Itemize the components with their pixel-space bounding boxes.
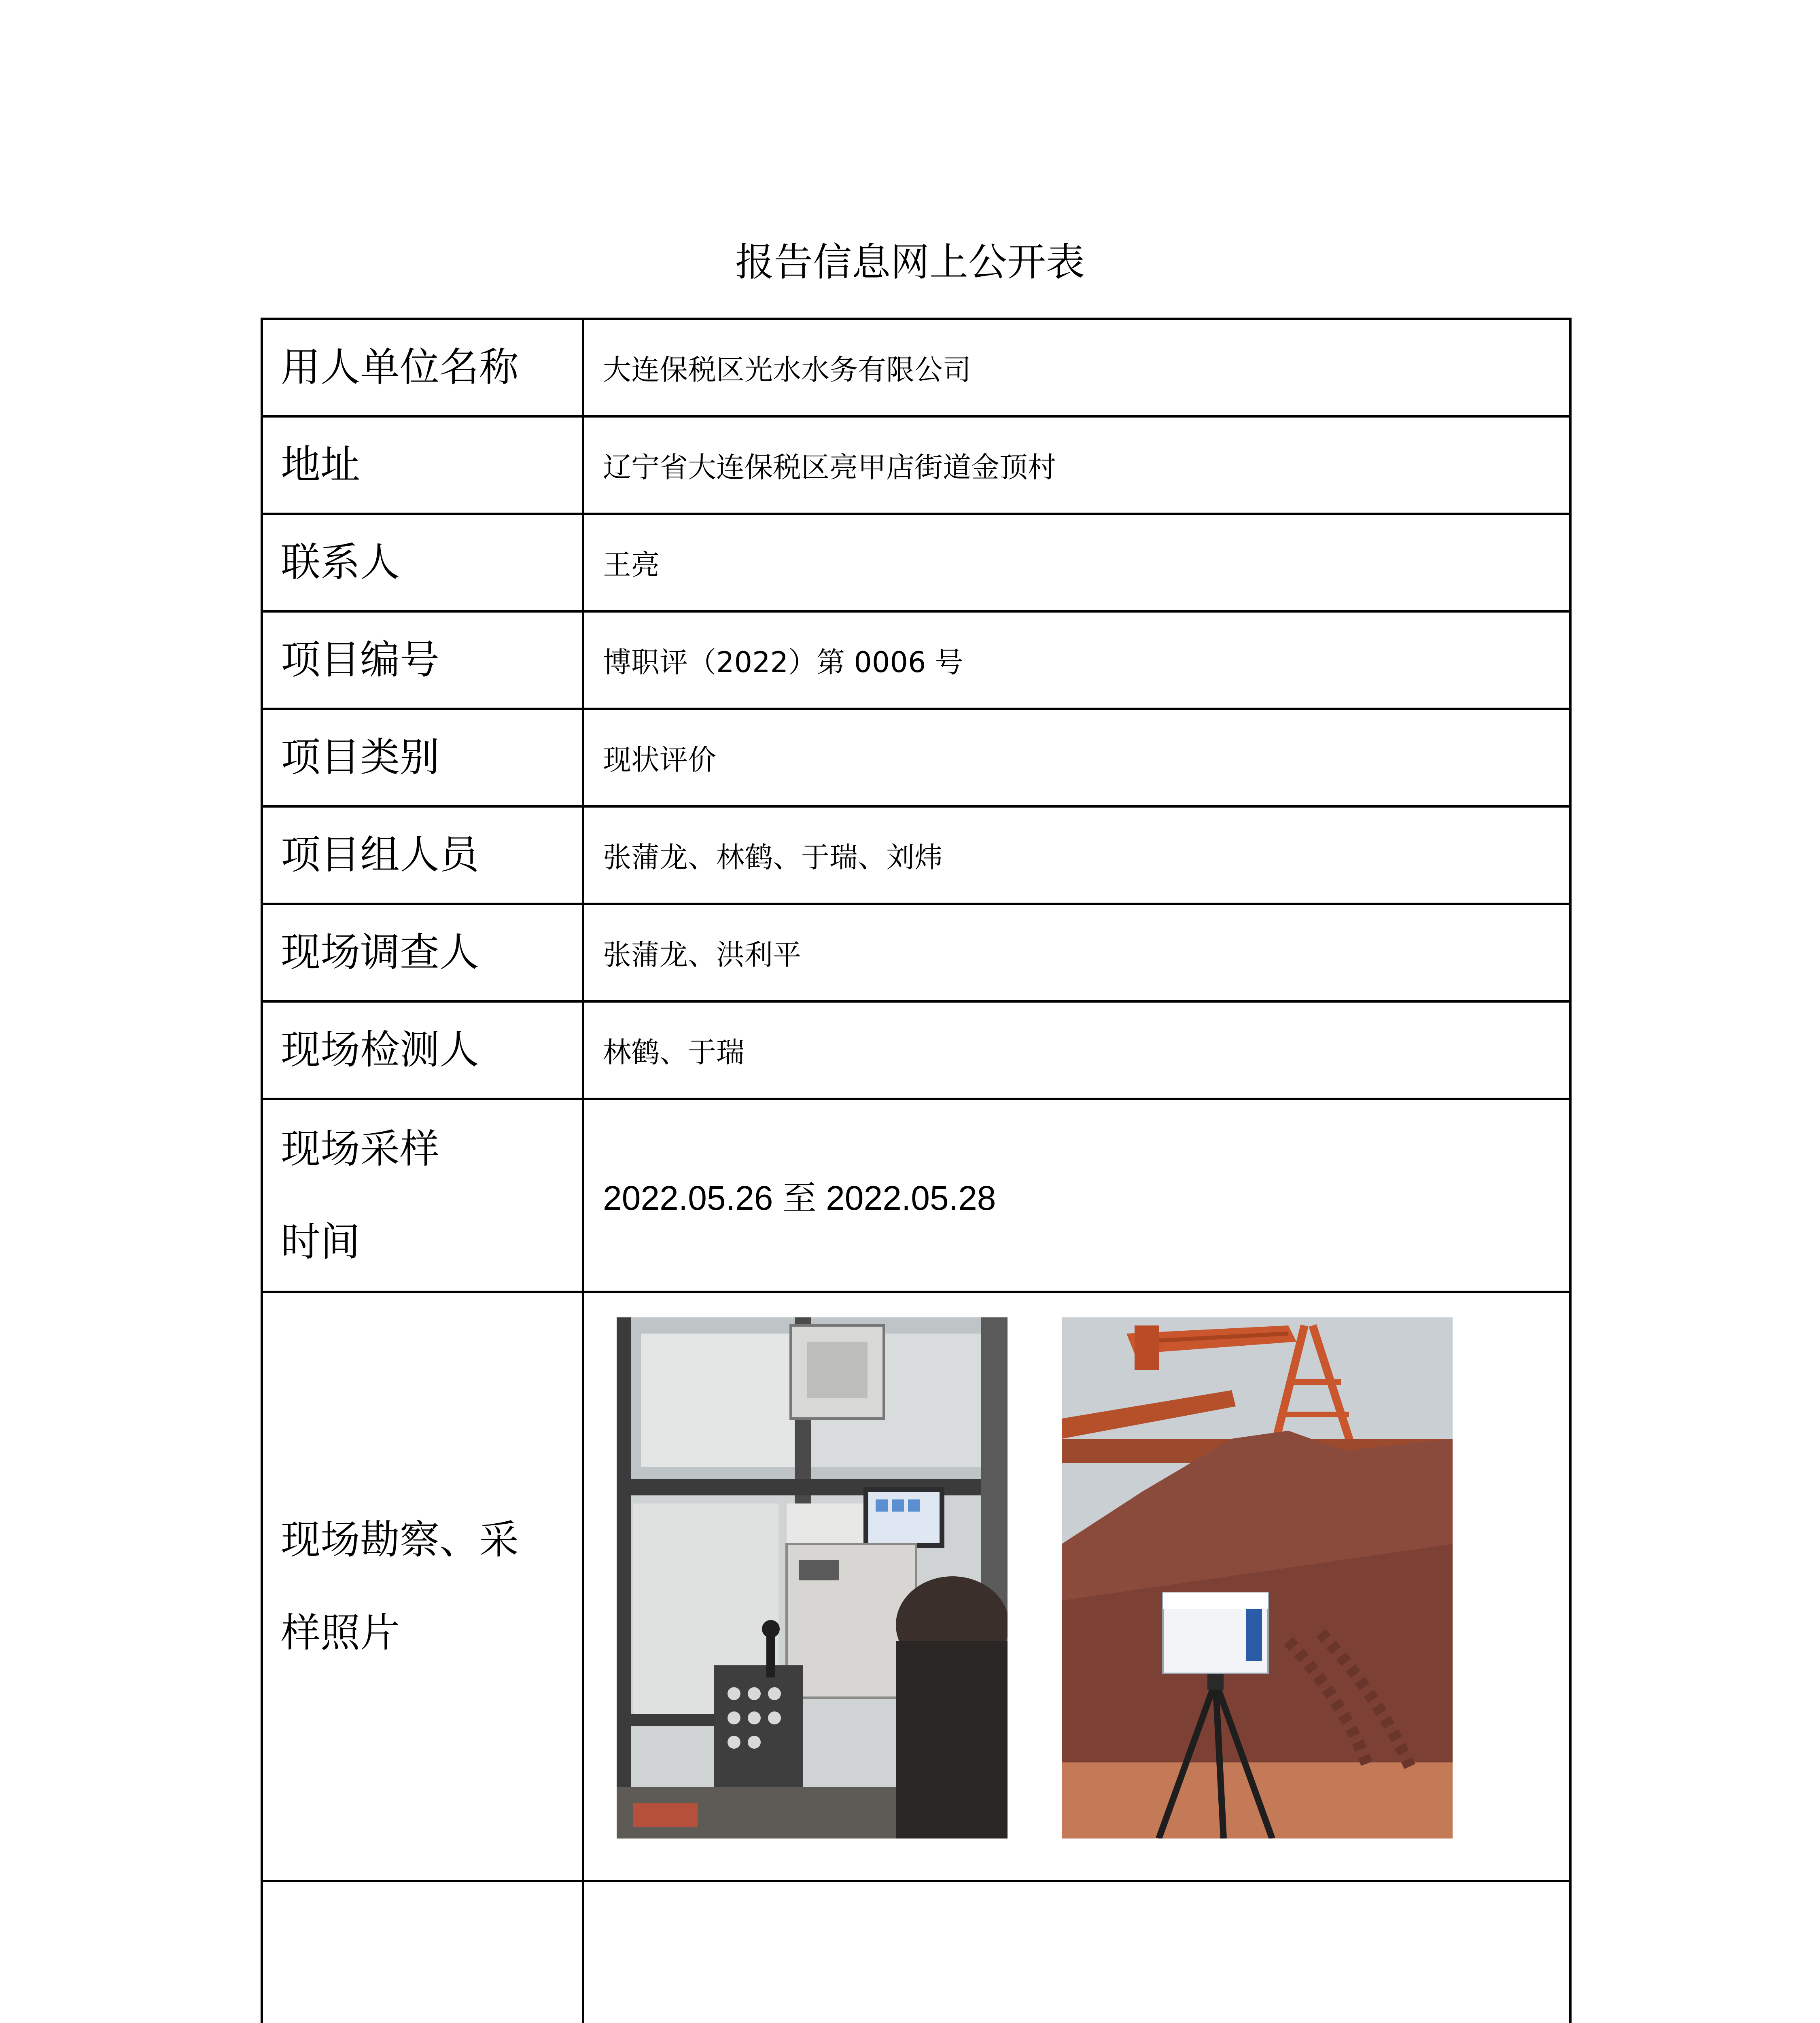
submission-value [583,1881,1570,2023]
table-row [262,416,1570,514]
row-label: 现场检测人 [262,1001,583,1099]
crane-cab-interior-image [617,1317,1008,1839]
photos-row [262,1292,1570,1881]
row-value: 博职评（2022）第 0006 号 [583,611,1570,709]
sampling-time-label-line1: 现场采样 [281,1126,440,1172]
row-label: 项目类别 [262,709,583,806]
row-label: 项目组人员 [262,806,583,904]
row-label: 联系人 [262,514,583,611]
table-row [262,611,1570,709]
submission-label [262,1881,583,2023]
table-row [262,514,1570,611]
photos-label-line1: 现场勘察、采 [281,1517,519,1563]
page-title: 报告信息网上公开表 [735,240,1085,285]
row-value: 现状评价 [583,709,1570,806]
crane-cab-interior-photo [617,1317,1008,1839]
info-table [261,318,1572,2023]
photos-container [584,1294,1569,1879]
table-row [262,904,1570,1001]
sampling-time-row [262,1099,1570,1292]
ore-pile-device-photo [1062,1317,1453,1839]
table-row [262,709,1570,806]
sampling-time-value: 2022.05.26 至 2022.05.28 [583,1099,1570,1292]
row-value: 大连保税区光水水务有限公司 [583,319,1570,416]
photos-cell [583,1292,1570,1881]
photos-label-line2: 样照片 [281,1610,400,1656]
row-value: 张蒲龙、林鹤、于瑞、刘炜 [583,806,1570,904]
submission-row [262,1881,1570,2023]
row-value: 王亮 [583,514,1570,611]
row-label: 项目编号 [262,611,583,709]
table-row [262,806,1570,904]
table-row [262,319,1570,416]
sampling-time-label [262,1099,583,1292]
row-label: 现场调查人 [262,904,583,1001]
row-label: 地址 [262,416,583,514]
row-value: 林鹤、于瑞 [583,1001,1570,1099]
table-row [262,1001,1570,1099]
row-value: 辽宁省大连保税区亮甲店街道金顶村 [583,416,1570,514]
row-label: 用人单位名称 [262,319,583,416]
ore-pile-device-image [1062,1317,1453,1839]
row-value: 张蒲龙、洪利平 [583,904,1570,1001]
photos-label [262,1292,583,1881]
sampling-time-label-line2: 时间 [281,1219,361,1265]
